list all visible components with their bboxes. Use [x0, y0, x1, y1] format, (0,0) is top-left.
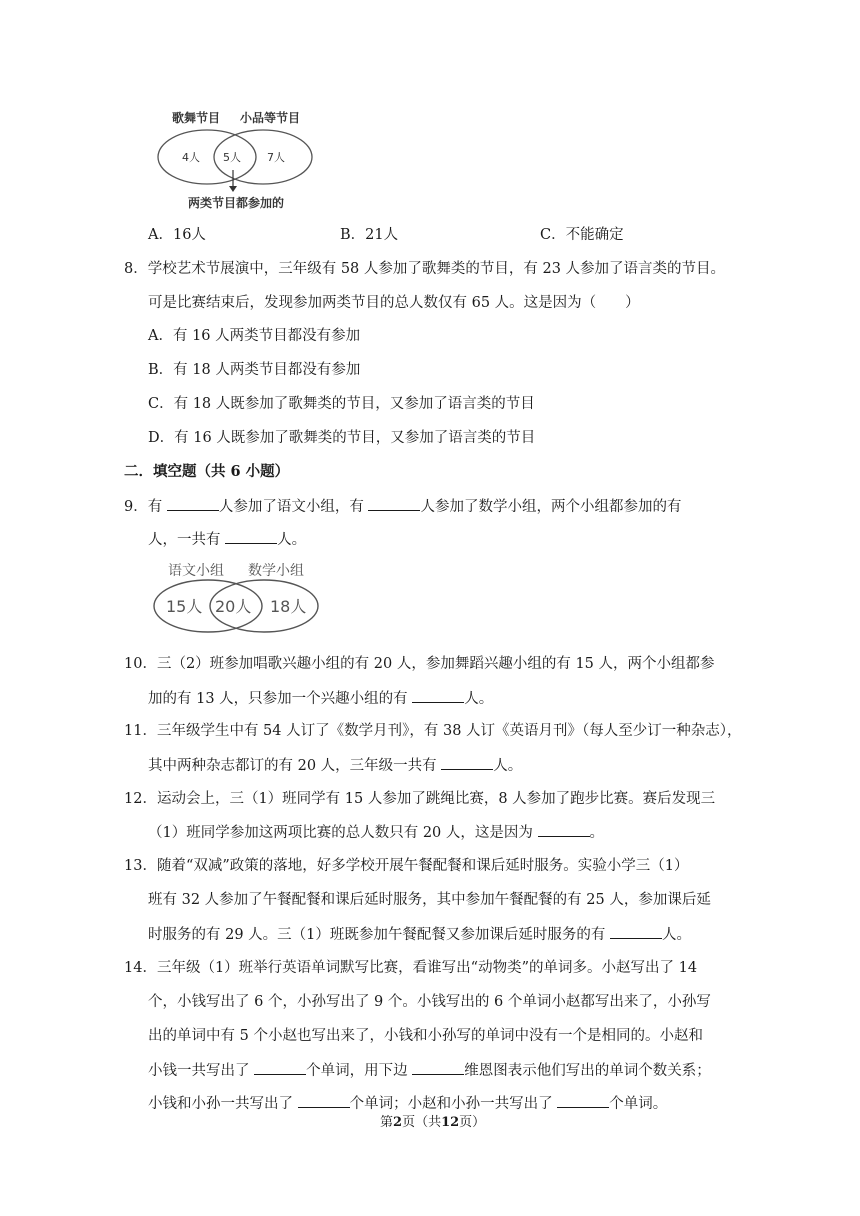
q8-stem-line2: 可是比赛结束后，发现参加两类节目的总人数仅有 65 人。这是因为（ ）	[148, 295, 640, 311]
q14-text-d: 小钱和小孙一共写出了	[148, 1096, 298, 1112]
venn2-center-value: 20人	[215, 597, 252, 616]
q8-option-a: A．有 16 人两类节目都没有参加	[148, 328, 361, 344]
q10-line2	[148, 688, 493, 709]
q14-text-a: 小钱一共写出了	[148, 1063, 255, 1079]
q14-text-c: 维恩图表示他们写出的单词个数关系；	[464, 1063, 711, 1079]
footer-total-pages: 12	[441, 1115, 460, 1130]
q12-line1: 12．运动会上，三（1）班同学有 15 人参加了跳绳比赛，8 人参加了跑步比赛。赛后发现三	[124, 791, 716, 807]
q8-stem-line1: 8．学校艺术节展演中，三年级有 58 人参加了歌舞类的节目，有 23 人参加了语言类的节目。	[124, 261, 726, 277]
venn2-right-label: 数学小组	[248, 563, 304, 579]
footer-mid: 页（共	[402, 1115, 442, 1130]
q9-line2	[148, 529, 306, 550]
q8-option-b: B．有 18 人两类节目都没有参加	[148, 362, 361, 378]
q12-line2	[148, 822, 604, 843]
venn1-left-label: 歌舞节目	[172, 111, 221, 125]
q13-text-b: 人。	[662, 927, 692, 943]
q14-text-f: 个单词。	[609, 1096, 668, 1112]
answer-blank[interactable]	[610, 924, 662, 939]
q14-line1: 14．三年级（1）班举行英语单词默写比赛，看谁写出“动物类”的单词多。小赵写出了 14	[124, 960, 698, 976]
venn1-arrow-head	[229, 186, 237, 192]
venn2-left-label: 语文小组	[168, 563, 224, 579]
q11-line1: 11．三年级学生中有 54 人订了《数学月刊》，有 38 人订《英语月刊》（每人至少订一种杂志），	[124, 723, 742, 739]
section-heading: 二．填空题（共 6 小题）	[124, 463, 290, 480]
venn1-bottom-label: 两类节目都参加的	[188, 196, 285, 210]
answer-blank[interactable]	[368, 496, 420, 511]
q9-text-a: 9．有	[124, 499, 167, 515]
q10-text-b: 人。	[464, 691, 494, 707]
venn1-center-value: 5人	[223, 151, 241, 164]
q7-option-a: A．16人	[148, 227, 206, 243]
footer-page-number: 2	[393, 1115, 403, 1130]
venn1-right-label: 小品等节目	[240, 111, 301, 125]
page-footer	[380, 1111, 485, 1130]
answer-blank[interactable]	[412, 1060, 464, 1075]
q8-option-c: C．有 18 人既参加了歌舞类的节目，又参加了语言类的节目	[148, 396, 535, 412]
q9-text-c: 人参加了数学小组，两个小组都参加的有	[420, 499, 682, 515]
q13-line3	[148, 924, 691, 945]
q7-option-c: C．不能确定	[540, 227, 624, 243]
footer-post: 页）	[459, 1115, 486, 1130]
q13-text-a: 时服务的有 29 人。三（1）班既参加午餐配餐又参加课后延时服务的有	[148, 927, 611, 943]
q8-option-d: D．有 16 人既参加了歌舞类的节目，又参加了语言类的节目	[148, 430, 536, 446]
answer-blank[interactable]	[538, 822, 590, 837]
q12-text-a: （1）班同学参加这两项比赛的总人数只有 20 人，这是因为	[148, 825, 538, 841]
answer-blank[interactable]	[298, 1093, 350, 1108]
answer-blank[interactable]	[412, 688, 464, 703]
answer-blank[interactable]	[254, 1060, 306, 1075]
q13-line2: 班有 32 人参加了午餐配餐和课后延时服务，其中参加午餐配餐的有 25 人，参加课后延	[148, 892, 711, 908]
q14-text-e: 个单词；小赵和小孙一共写出了	[349, 1096, 558, 1112]
answer-blank[interactable]	[557, 1093, 609, 1108]
q12-text-b: 。	[589, 825, 605, 841]
q14-line2: 个，小钱写出了 6 个，小孙写出了 9 个。小钱写出的 6 个单词小赵都写出来了，小孙写	[148, 994, 711, 1010]
answer-blank[interactable]	[167, 496, 219, 511]
q11-text-b: 人。	[493, 758, 523, 774]
answer-blank[interactable]	[441, 755, 493, 770]
venn2-left-value: 15人	[166, 597, 203, 616]
q9-text-e: 人。	[277, 532, 307, 548]
q11-line2	[148, 755, 522, 776]
venn1-left-ellipse	[158, 130, 256, 184]
q14-text-b: 个单词，用下边	[306, 1063, 413, 1079]
venn1-right-value: 7人	[267, 151, 285, 164]
q11-text-a: 其中两种杂志都订的有 20 人，三年级一共有	[148, 758, 442, 774]
footer-pre: 第	[380, 1115, 394, 1130]
q10-line1: 10．三（2）班参加唱歌兴趣小组的有 20 人，参加舞蹈兴趣小组的有 15 人，两个小组都参	[124, 656, 715, 672]
q7-option-b: B．21人	[340, 227, 399, 243]
q10-text-a: 加的有 13 人，只参加一个兴趣小组的有	[148, 691, 413, 707]
venn-diagram-programs	[150, 104, 320, 216]
q9-text-b: 人参加了语文小组，有	[218, 499, 369, 515]
answer-blank[interactable]	[225, 529, 277, 544]
venn-diagram-groups	[150, 558, 330, 640]
venn2-right-value: 18人	[270, 597, 307, 616]
venn1-left-value: 4人	[182, 151, 200, 164]
q14-line4	[148, 1060, 711, 1081]
q13-line1: 13．随着“双减”政策的落地，好多学校开展午餐配餐和课后延时服务。实验小学三（1）	[124, 858, 689, 874]
q14-line3: 出的单词中有 5 个小赵也写出来了，小钱和小孙写的单词中没有一个是相同的。小赵和	[148, 1028, 703, 1044]
q9-line1	[124, 496, 681, 517]
q9-text-d: 人，一共有	[148, 532, 226, 548]
